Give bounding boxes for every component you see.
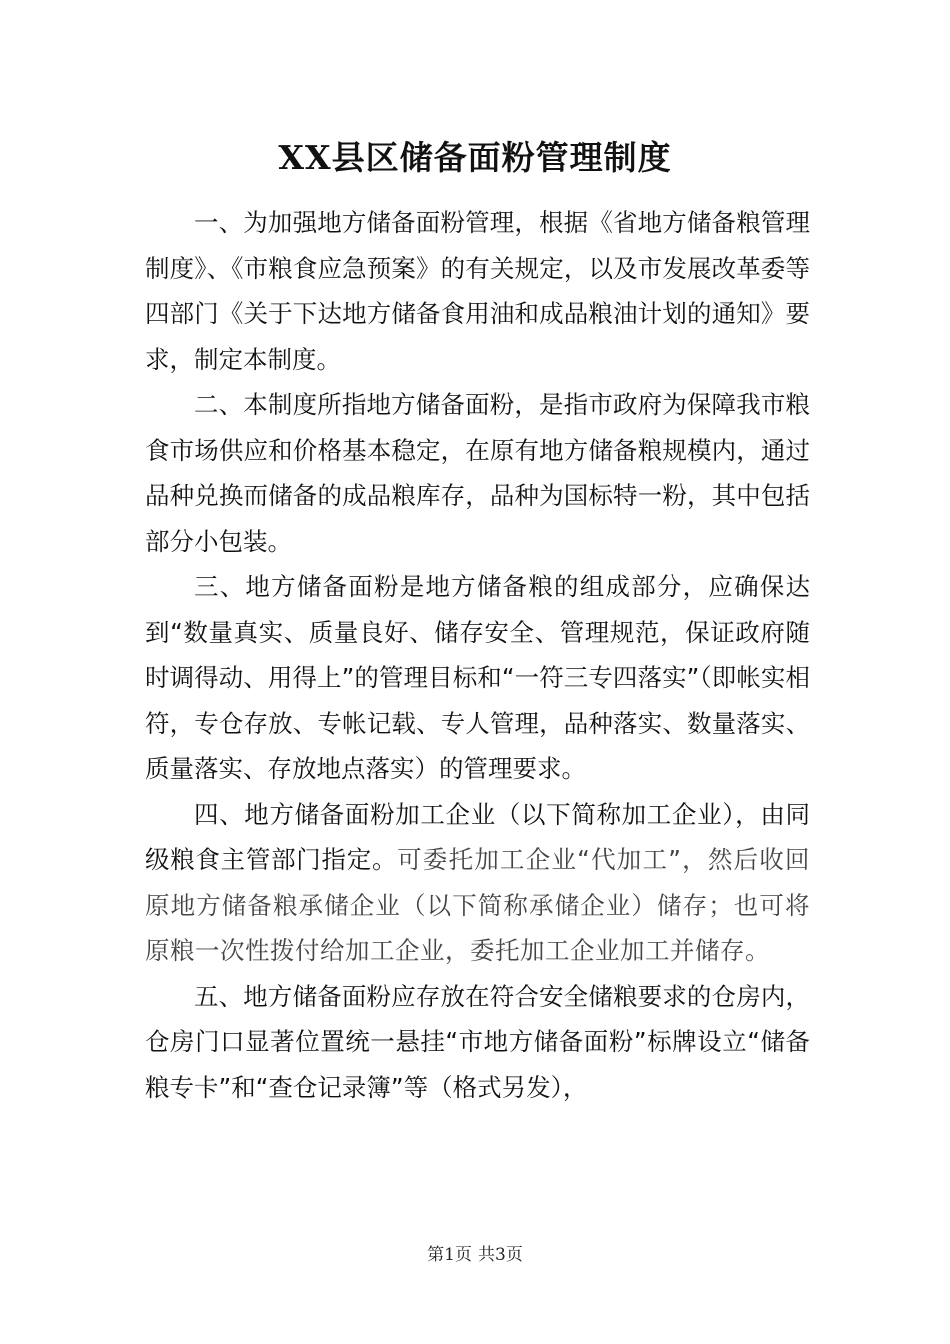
paragraph-2: 二、本制度所指地方储备面粉，是指市政府为保障我市粮食市场供应和价格基本稳定，在原有地方储备粮规模内，通过品种兑换而储备的成品粮库存，品种为国标特一粉，其中包括部分小包装。 bbox=[145, 390, 810, 556]
paragraph-4 bbox=[145, 792, 810, 974]
paragraph-4-main: 四、地方储备面粉加工企业（以下简称加工企业），由同级粮食主管部门指定。 bbox=[145, 799, 810, 874]
document-title: XX县区储备面粉管理制度 bbox=[278, 138, 672, 177]
page-total: 共3页 bbox=[478, 1245, 523, 1265]
page-number: 第1页 bbox=[427, 1245, 472, 1265]
paragraph-1: 一、为加强地方储备面粉管理，根据《省地方储备粮管理制度》、《市粮食应急预案》的有关规定，以及市发展改革委等四部门《关于下达地方储备食用油和成品粮油计划的通知》要求，制定本制度。 bbox=[145, 208, 810, 374]
document-body bbox=[145, 200, 810, 1110]
paragraph-3: 三、地方储备面粉是地方储备粮的组成部分，应确保达到“数量真实、质量良好、储存安全、管理规范，保证政府随时调得动、用得上”的管理目标和“一符三专四落实”（即帐实相符，专仓存放、专帐记载、专人管理，品种落实、数量落实、质量落实、存放地点落实）的管理要求。 bbox=[145, 572, 810, 783]
paragraph-4-continuation: 可委托加工企业“代加工”，然后收回原地方储备粮承储企业（以下简称承储企业）储存；也可将原粮一次性拨付给加工企业，委托加工企业加工并储存。 bbox=[145, 845, 811, 965]
paragraph-5: 五、地方储备面粉应存放在符合安全储粮要求的仓房内，仓房门口显著位置统一悬挂“市地方储备面粉”标牌设立“储备粮专卡”和“查仓记录簿”等（格式另发）， bbox=[145, 981, 810, 1102]
page-footer bbox=[0, 1240, 950, 1265]
